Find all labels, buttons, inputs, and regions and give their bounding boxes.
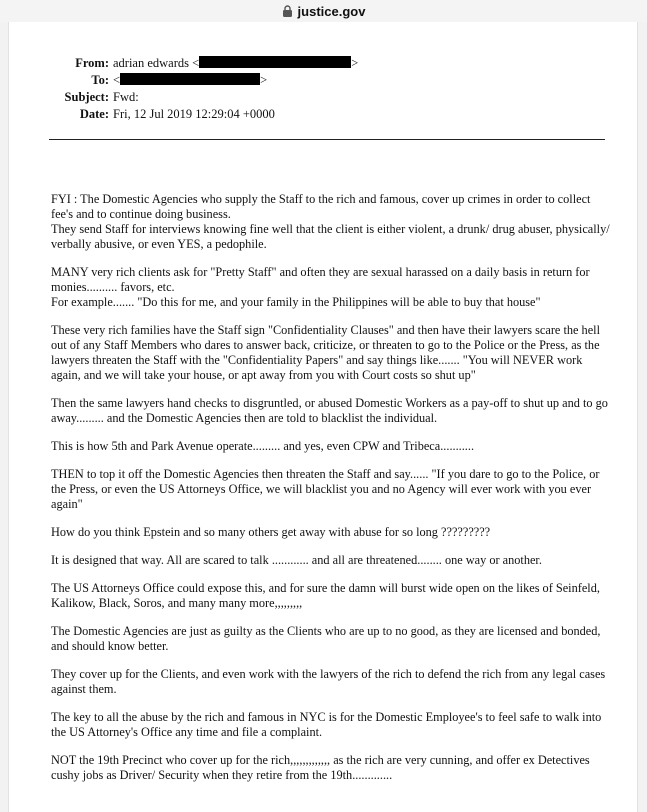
paragraph: These very rich families have the Staff sign "Confidentiality Clauses" and then have their lawyers scare the hell out of any Staff Members who dares to answer back, criticize, or threaten to go to the Police or the Press, as the lawyers threaten the Staff with the "Confidentiality Papers" and say things like....... "You will NEVER work again, and we will take your house, or apt away from you with Court costs so shut up" [51, 323, 600, 382]
to-value: < > [113, 73, 268, 87]
paragraph: The Domestic Agencies are just as guilty as the Clients who are up to no good, as they are licensed and bonded, and should know better. [51, 624, 601, 653]
paragraph: MANY very rich clients ask for "Pretty Staff" and often they are sexual harassed on a daily basis in return for monies.......... favors, etc. For example....... "Do this for me, and your family in the Philippines will be able to buy that house" [51, 265, 590, 309]
from-label: From: [75, 56, 109, 70]
from-value: adrian edwards < > [113, 56, 359, 70]
header-divider [49, 139, 605, 140]
paragraph: The key to all the abuse by the rich and famous in NYC is for the Domestic Employee's to feel safe to walk into the US Attorney's Office any time and file a complaint. [51, 710, 602, 739]
document-page [8, 22, 638, 812]
email-body [51, 192, 611, 796]
paragraph: How do you think Epstein and so many others get away with abuse for so long ????????? [51, 525, 491, 539]
date-value: Fri, 12 Jul 2019 12:29:04 +0000 [113, 107, 275, 121]
address-bar[interactable] [0, 0, 647, 22]
paragraph: FYI : The Domestic Agencies who supply the Staff to the rich and famous, cover up crimes in order to collect fee's and to continue doing business. They send Staff for interviews knowing fine well that the client is either violent, a drunk/ drug abuser, physically/ verbally abusive, or even YES, a pedophile. [51, 192, 610, 251]
paragraph: The US Attorneys Office could expose this, and for sure the damn will burst wide open on the likes of Seinfeld, Kalikow, Black, Soros, and many many more,,,,,,,,, [51, 581, 600, 610]
paragraph: It is designed that way. All are scared to talk ............ and all are threatened........ one way or another. [51, 553, 542, 567]
paragraph: NOT the 19th Precinct who cover up for the rich,,,,,,,,,,,,, as the rich are very cunning, and offer ex Detectives cushy jobs as Driver/ Security when they retire from the 19th............. [51, 753, 590, 782]
date-label: Date: [79, 107, 109, 121]
paragraph: This is how 5th and Park Avenue operate......... and yes, even CPW and Tribeca........... [51, 439, 475, 453]
subject-label: Subject: [64, 90, 109, 104]
domain-text: justice.gov [297, 3, 366, 19]
from-name: adrian edwards < [113, 56, 200, 70]
lock-icon [282, 5, 293, 17]
redaction-box [199, 56, 351, 68]
redaction-box [120, 73, 260, 85]
paragraph: Then the same lawyers hand checks to disgruntled, or abused Domestic Workers as a pay-off to shut up and to go away......... and the Domestic Agencies then are told to blacklist the individual. [51, 396, 608, 425]
subject-value: Fwd: [113, 90, 139, 104]
paragraph: They cover up for the Clients, and even work with the lawyers of the rich to defend the rich from any legal cases against them. [51, 667, 606, 696]
paragraph: THEN to top it off the Domestic Agencies then threaten the Staff and say...... "If you dare to go to the Police, or the Press, or even the US Attorneys Office, we will blacklist you and no Agency will ever work with you ever again" [51, 467, 600, 511]
to-label: To: [91, 73, 109, 87]
